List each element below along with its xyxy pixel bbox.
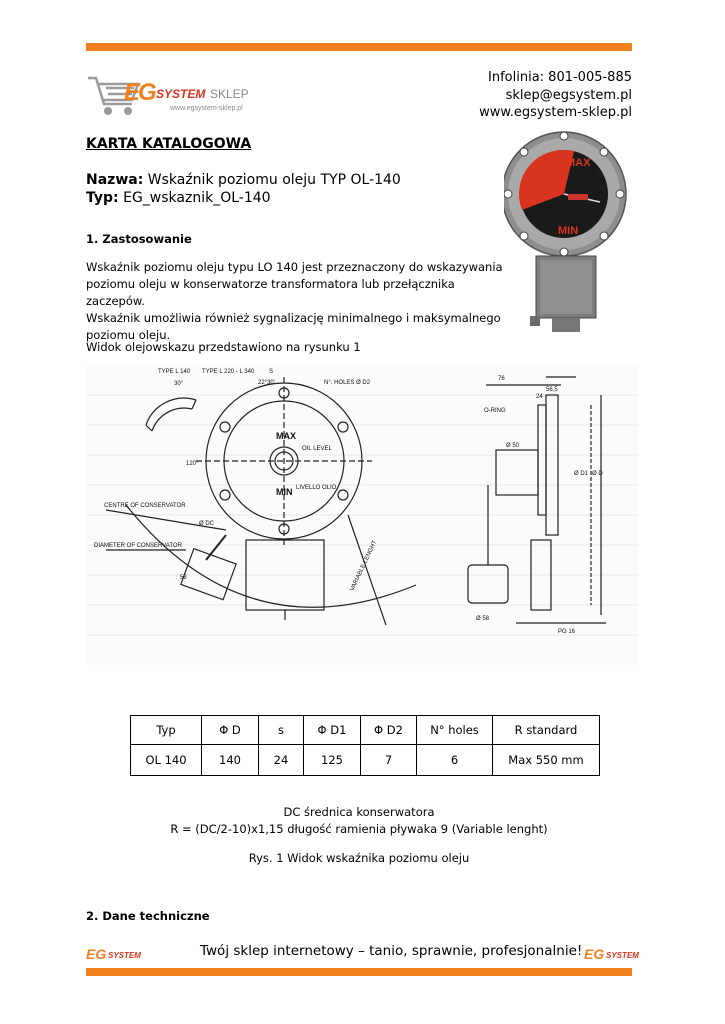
table-header-cell: Φ D2 (361, 716, 417, 745)
figure-caption: Rys. 1 Widok wskaźnika poziomu oleju (248, 851, 470, 865)
svg-text:VARIABLE LENGHT: VARIABLE LENGHT (349, 539, 379, 593)
table-cell: 6 (417, 745, 493, 776)
svg-text:PG 16: PG 16 (558, 629, 576, 635)
product-type-line (86, 190, 271, 206)
svg-text:MAX: MAX (566, 157, 591, 169)
svg-text:CENTRE OF CONSERVATOR: CENTRE OF CONSERVATOR (104, 503, 186, 509)
footer-logo-right (584, 946, 648, 962)
section-1-paragraph: Wskaźnik poziomu oleju typu LO 140 jest przeznaczony do wskazywania poziomu oleju w konserwatorze transformatora lub przełącznika zaczepów. Wskaźnik umożliwia również sygnalizację minimalnego i maksymalnego poziomu oleju. (86, 260, 503, 342)
svg-text:Ø DC: Ø DC (199, 521, 214, 527)
svg-text:Ø 58: Ø 58 (476, 616, 490, 622)
svg-text:MIN: MIN (276, 487, 293, 497)
svg-text:24: 24 (536, 394, 543, 400)
footer-logo-left (86, 946, 150, 962)
svg-text:SKLEP: SKLEP (210, 87, 249, 101)
type-value: EG_wskaznik_OL-140 (123, 190, 271, 206)
svg-text:www.egsystem-sklep.pl: www.egsystem-sklep.pl (170, 105, 243, 112)
table-row (131, 745, 600, 776)
svg-text:DIAMETER OF CONSERVATOR: DIAMETER OF CONSERVATOR (94, 543, 182, 549)
table-cell: 125 (304, 745, 361, 776)
table-header-cell: Φ D1 (304, 716, 361, 745)
svg-text:58: 58 (180, 575, 187, 581)
table-header-cell: Φ D (202, 716, 259, 745)
bottom-accent-bar (86, 968, 632, 976)
svg-text:MIN: MIN (558, 225, 579, 237)
svg-text:56,5: 56,5 (546, 387, 558, 393)
svg-text:22°30': 22°30' (258, 380, 275, 386)
table-cell: 7 (361, 745, 417, 776)
table-cell: OL 140 (131, 745, 202, 776)
type-label: Typ: (86, 190, 119, 206)
svg-text:LIVELLO OLIO: LIVELLO OLIO (296, 485, 337, 491)
contact-email[interactable]: sklep@egsystem.pl (505, 87, 632, 103)
top-accent-bar (86, 43, 632, 51)
svg-text:Ø D: Ø D (592, 471, 603, 477)
section-1-title: 1. Zastosowanie (86, 232, 192, 246)
footer-slogan: Twój sklep internetowy – tanio, sprawnie, profesjonalnie! (200, 943, 583, 959)
svg-text:30°: 30° (174, 381, 184, 387)
svg-text:76: 76 (498, 376, 505, 382)
section-2-title: 2. Dane techniczne (86, 909, 210, 923)
table-header-row (131, 716, 600, 745)
svg-text:OIL LEVEL: OIL LEVEL (302, 446, 332, 452)
svg-text:SYSTEM: SYSTEM (606, 951, 639, 960)
technical-drawing (86, 365, 638, 665)
table-header-cell: N° holes (417, 716, 493, 745)
svg-text:MAX: MAX (276, 431, 296, 441)
svg-text:E: E (124, 79, 141, 106)
svg-text:N°. HOLES Ø D2: N°. HOLES Ø D2 (324, 380, 371, 386)
table-header-cell: R standard (493, 716, 600, 745)
svg-text:120°: 120° (186, 461, 199, 467)
name-value: Wskaźnik poziomu oleju TYP OL-140 (147, 172, 401, 188)
product-name-line (86, 172, 401, 188)
table-cell: 24 (259, 745, 304, 776)
svg-text:SYSTEM: SYSTEM (156, 87, 206, 101)
note-formula: R = (DC/2-10)x1,15 długość ramienia pływaka 9 (Variable lenght) (170, 822, 548, 836)
note-dc: DC średnica konserwatora (283, 805, 435, 819)
figure-reference: Widok olejowskazu przedstawiono na rysunku 1 (86, 340, 361, 354)
contact-website[interactable]: www.egsystem-sklep.pl (479, 105, 632, 120)
svg-text:EG: EG (584, 946, 605, 962)
table-cell: 140 (202, 745, 259, 776)
svg-text:S: S (269, 369, 274, 375)
name-label: Nazwa: (86, 172, 144, 188)
product-photo (504, 122, 632, 337)
svg-text:EG: EG (86, 946, 107, 962)
spec-table (130, 715, 600, 776)
contact-block (479, 69, 632, 122)
svg-text:SYSTEM: SYSTEM (108, 951, 141, 960)
svg-text:TYPE L 140: TYPE L 140 (158, 369, 191, 375)
table-cell: Max 550 mm (493, 745, 600, 776)
table-header-cell: Typ (131, 716, 202, 745)
svg-text:Ø D1: Ø D1 (574, 471, 589, 477)
svg-text:Ø 50: Ø 50 (506, 443, 520, 449)
table-header-cell: s (259, 716, 304, 745)
contact-phone: Infolinia: 801-005-885 (488, 70, 632, 85)
svg-text:G: G (138, 79, 157, 106)
svg-text:O-RING: O-RING (484, 408, 506, 414)
egsystem-logo (86, 70, 266, 120)
svg-text:TYPE L 220 - L 340: TYPE L 220 - L 340 (202, 369, 255, 375)
page-title: KARTA KATALOGOWA (86, 136, 252, 152)
